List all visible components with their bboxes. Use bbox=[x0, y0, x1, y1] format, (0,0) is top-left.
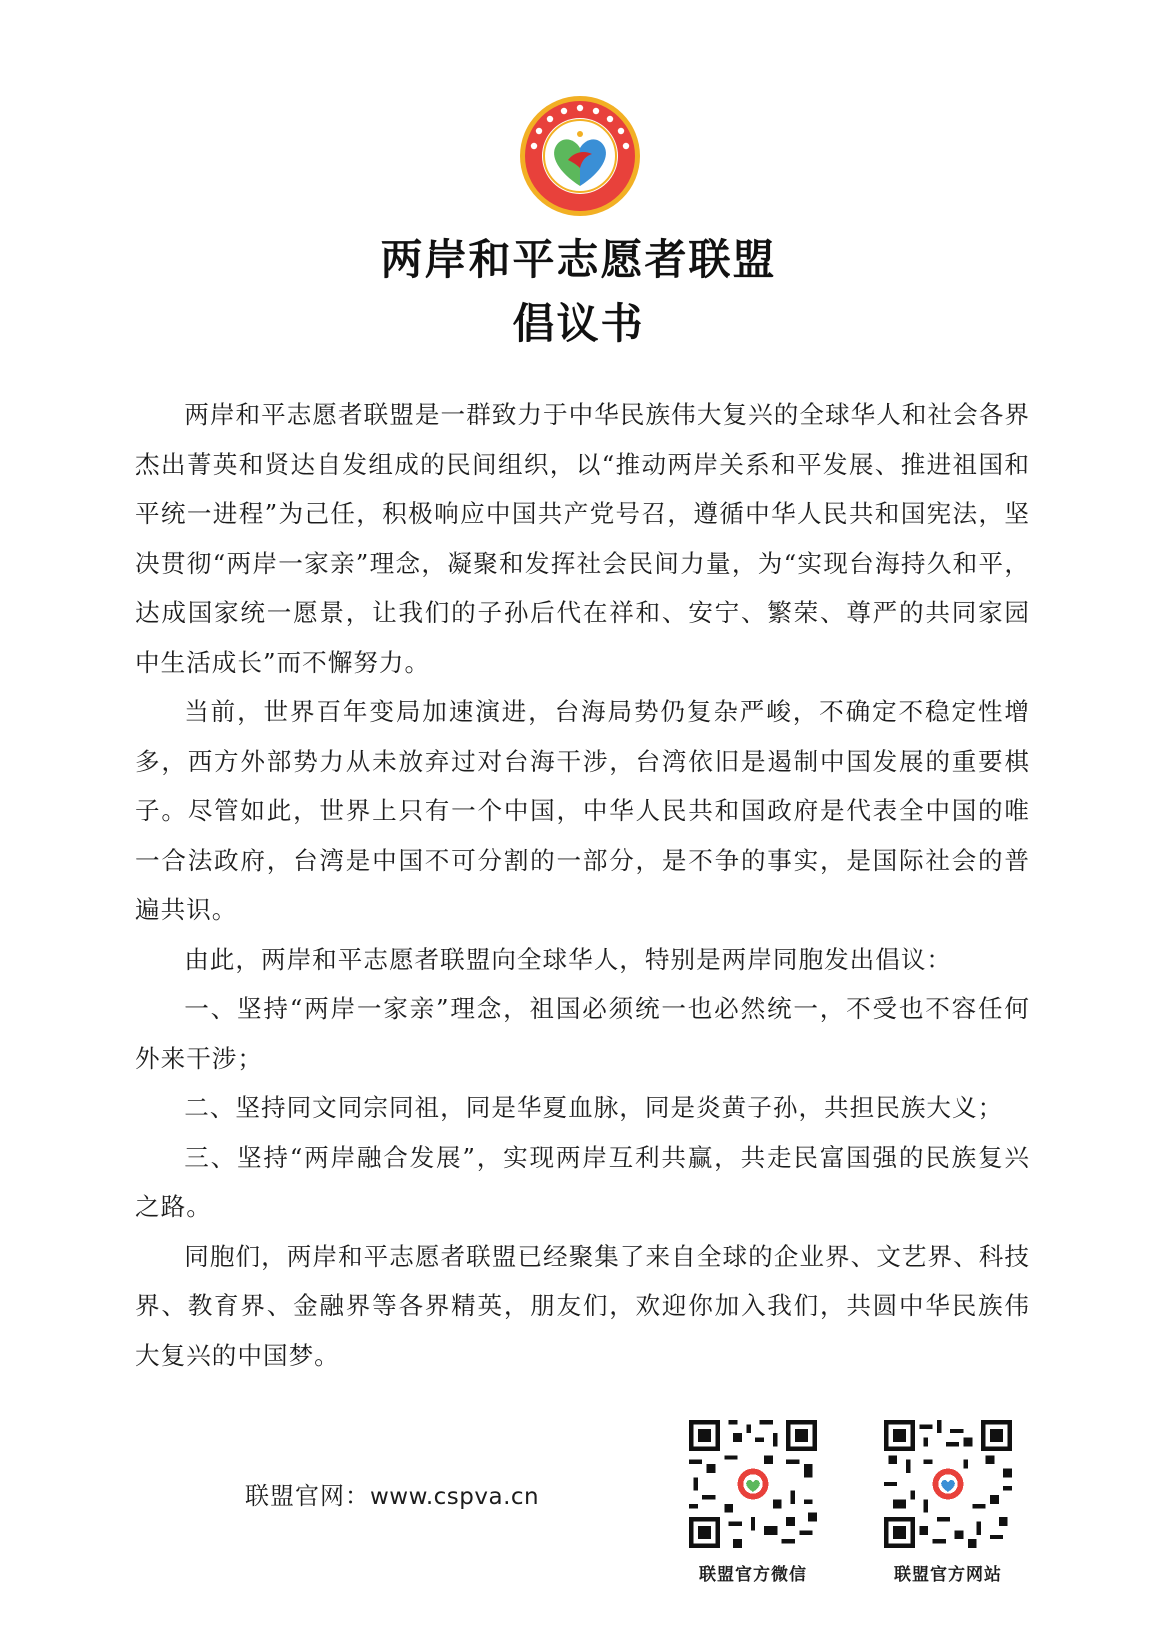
website-line bbox=[245, 1478, 539, 1515]
paragraph-intro: 两岸和平志愿者联盟是一群致力于中华民族伟大复兴的全球华人和社会各界杰出菁英和贤达自发组成的民间组织，以“推动两岸关系和平发展、推进祖国和平统一进程”为己任，积极响应中国共产党号召，遵循中华人民共和国宪法，坚决贯彻“两岸一家亲”理念，凝聚和发挥社会民间力量，为“实现台海持久和平，达成国家统一愿景，让我们的子孙后代在祥和、安宁、繁荣、尊严的共同家园中生活成长”而不懈努力。 bbox=[135, 400, 1030, 677]
qr-wechat bbox=[688, 1420, 818, 1585]
paragraph-situation: 当前，世界百年变局加速演进，台海局势仍复杂严峻，不确定不稳定性增多，西方外部势力从未放弃过对台海干涉，台湾依旧是遏制中国发展的重要棋子。尽管如此，世界上只有一个中国，中华人民共和国政府是代表全中国的唯一合法政府，台湾是中国不可分割的一部分，是不争的事实，是国际社会的普遍共识。 bbox=[135, 697, 1030, 924]
website-link[interactable]: www.cspva.cn bbox=[370, 1484, 540, 1510]
qr-code-icon[interactable] bbox=[689, 1420, 817, 1548]
alliance-emblem-icon bbox=[518, 94, 642, 218]
website-label: 联盟官网： bbox=[245, 1482, 370, 1510]
document-body bbox=[135, 390, 1030, 1380]
paragraph-proposal-3: 三、坚持“两岸融合发展”，实现两岸互利共赢，共走民富国强的民族复兴之路。 bbox=[135, 1142, 1030, 1221]
qr-caption-website: 联盟官方网站 bbox=[894, 1565, 1002, 1585]
paragraph-proposal-1: 一、坚持“两岸一家亲”理念，祖国必须统一也必然统一，不受也不容任何外来干涉； bbox=[135, 994, 1030, 1073]
paragraph-closing: 同胞们，两岸和平志愿者联盟已经聚集了来自全球的企业界、文艺界、科技界、教育界、金融界等各界精英，朋友们，欢迎你加入我们，共圆中华民族伟大复兴的中国梦。 bbox=[135, 1241, 1030, 1370]
qr-website bbox=[883, 1420, 1013, 1585]
paragraph-proposal-2: 二、坚持同文同宗同祖，同是华夏血脉，同是炎黄子孙，共担民族大义； bbox=[184, 1093, 1004, 1122]
paragraph-proposal-lead: 由此，两岸和平志愿者联盟向全球华人，特别是两岸同胞发出倡议： bbox=[184, 944, 953, 974]
qr-code-icon[interactable] bbox=[884, 1420, 1012, 1548]
document-title: 两岸和平志愿者联盟 bbox=[380, 235, 777, 284]
document-subtitle: 倡议书 bbox=[512, 299, 645, 348]
qr-caption-wechat: 联盟官方微信 bbox=[699, 1565, 807, 1585]
